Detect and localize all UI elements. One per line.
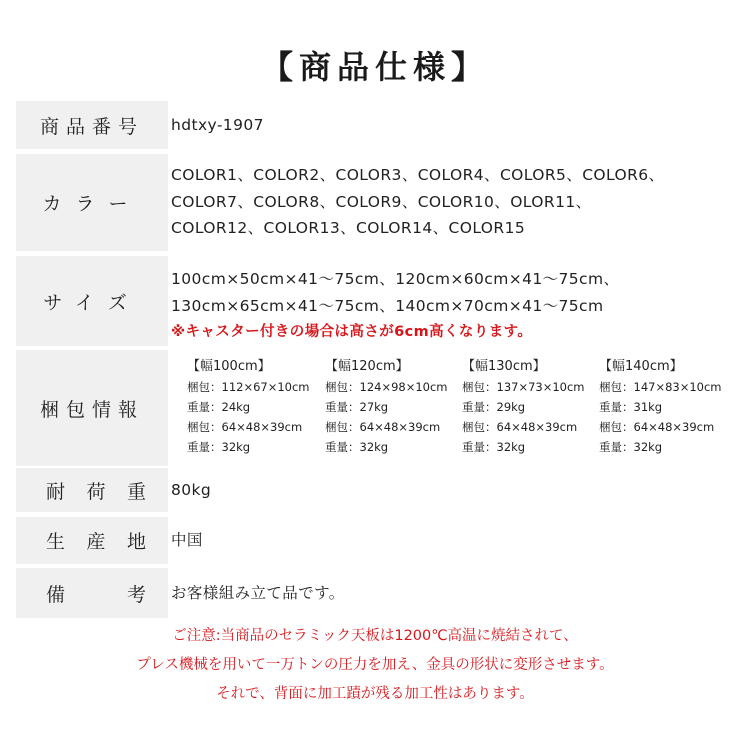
package-line: 重量：27kg bbox=[325, 400, 389, 414]
package-line: 梱包：64×48×39cm bbox=[187, 420, 303, 434]
spec-value-product-no: hdtxy-1907 bbox=[171, 116, 264, 134]
label-char: 重 bbox=[126, 480, 146, 503]
package-header: 【幅140cm】 bbox=[599, 359, 683, 374]
spec-label-product-no: 商品番号 bbox=[16, 101, 168, 149]
label-char: 生 bbox=[46, 531, 66, 553]
package-line: 重量：32kg bbox=[462, 440, 526, 454]
package-line: 重量：24kg bbox=[187, 400, 251, 414]
spec-value-load: 80kg bbox=[171, 481, 212, 499]
package-line: 重量：29kg bbox=[462, 400, 526, 414]
spec-label-origin bbox=[16, 517, 168, 564]
ceramic-notice bbox=[0, 622, 750, 709]
spec-value-remarks: お客様組み立て品です。 bbox=[171, 584, 345, 602]
spec-label-remarks bbox=[16, 568, 168, 618]
spec-label-packaging: 梱包情報 bbox=[16, 350, 168, 466]
spec-label-size: サイズ bbox=[16, 256, 168, 346]
label-char: 産 bbox=[86, 531, 106, 553]
package-line: 梱包：64×48×39cm bbox=[462, 420, 578, 434]
package-header: 【幅100cm】 bbox=[187, 359, 271, 374]
package-line: 梱包：147×83×10cm bbox=[599, 380, 722, 394]
notice-line: それで、背面に加工蹟が残る加工性はあります。 bbox=[216, 686, 534, 702]
spec-label-load bbox=[16, 468, 168, 512]
label-char: 荷 bbox=[86, 480, 106, 503]
package-line: 重量：32kg bbox=[325, 440, 389, 454]
label-char: 考 bbox=[126, 583, 146, 606]
package-line: 梱包：137×73×10cm bbox=[462, 380, 585, 394]
color-line: COLOR7、COLOR8、COLOR9、COLOR10、OLOR11、 bbox=[171, 192, 592, 211]
package-header: 【幅120cm】 bbox=[325, 359, 409, 374]
spec-label-color: カラー bbox=[16, 154, 168, 251]
caster-note: ※キャスター付きの場合は高さが6cm高くなります。 bbox=[171, 324, 533, 340]
color-line: COLOR1、COLOR2、COLOR3、COLOR4、COLOR5、COLOR6、 bbox=[171, 166, 665, 184]
package-line: 梱包：64×48×39cm bbox=[599, 420, 715, 434]
notice-line: プレス機械を用いて一万トンの圧力を加え、金具の形状に変形させます。 bbox=[136, 657, 614, 673]
package-column-100 bbox=[187, 358, 310, 457]
package-line: 梱包：64×48×39cm bbox=[325, 420, 441, 434]
spec-row-load bbox=[16, 468, 734, 512]
package-line: 梱包：112×67×10cm bbox=[187, 380, 310, 394]
package-line: 重量：32kg bbox=[187, 440, 251, 454]
label-char: 備 bbox=[46, 583, 66, 606]
color-line: COLOR12、COLOR13、COLOR14、COLOR15 bbox=[171, 219, 526, 237]
package-column-120 bbox=[325, 358, 448, 457]
page-title: 【商品仕様】 bbox=[260, 48, 489, 86]
package-line: 重量：31kg bbox=[599, 400, 663, 414]
spec-row-origin bbox=[16, 517, 734, 564]
package-column-130 bbox=[462, 358, 585, 457]
spec-value-color bbox=[171, 162, 664, 242]
package-column-140 bbox=[599, 358, 722, 457]
label-char: 地 bbox=[126, 531, 146, 553]
spec-row-remarks bbox=[16, 568, 734, 618]
package-header: 【幅130cm】 bbox=[462, 359, 546, 374]
notice-line: ご注意:当商品のセラミック天板は1200℃高温に焼結されて、 bbox=[172, 628, 578, 644]
label-char: 耐 bbox=[46, 480, 66, 503]
package-line: 重量：32kg bbox=[599, 440, 663, 454]
size-line: 130cm×65cm×41〜75cm、140cm×70cm×41〜75cm bbox=[171, 296, 604, 315]
spec-row-product-no bbox=[16, 101, 734, 149]
size-line: 100cm×50cm×41〜75cm、120cm×60cm×41〜75cm、 bbox=[171, 270, 620, 288]
package-line: 梱包：124×98×10cm bbox=[325, 380, 448, 394]
spec-value-size bbox=[171, 266, 619, 346]
spec-value-origin: 中国 bbox=[171, 531, 203, 549]
